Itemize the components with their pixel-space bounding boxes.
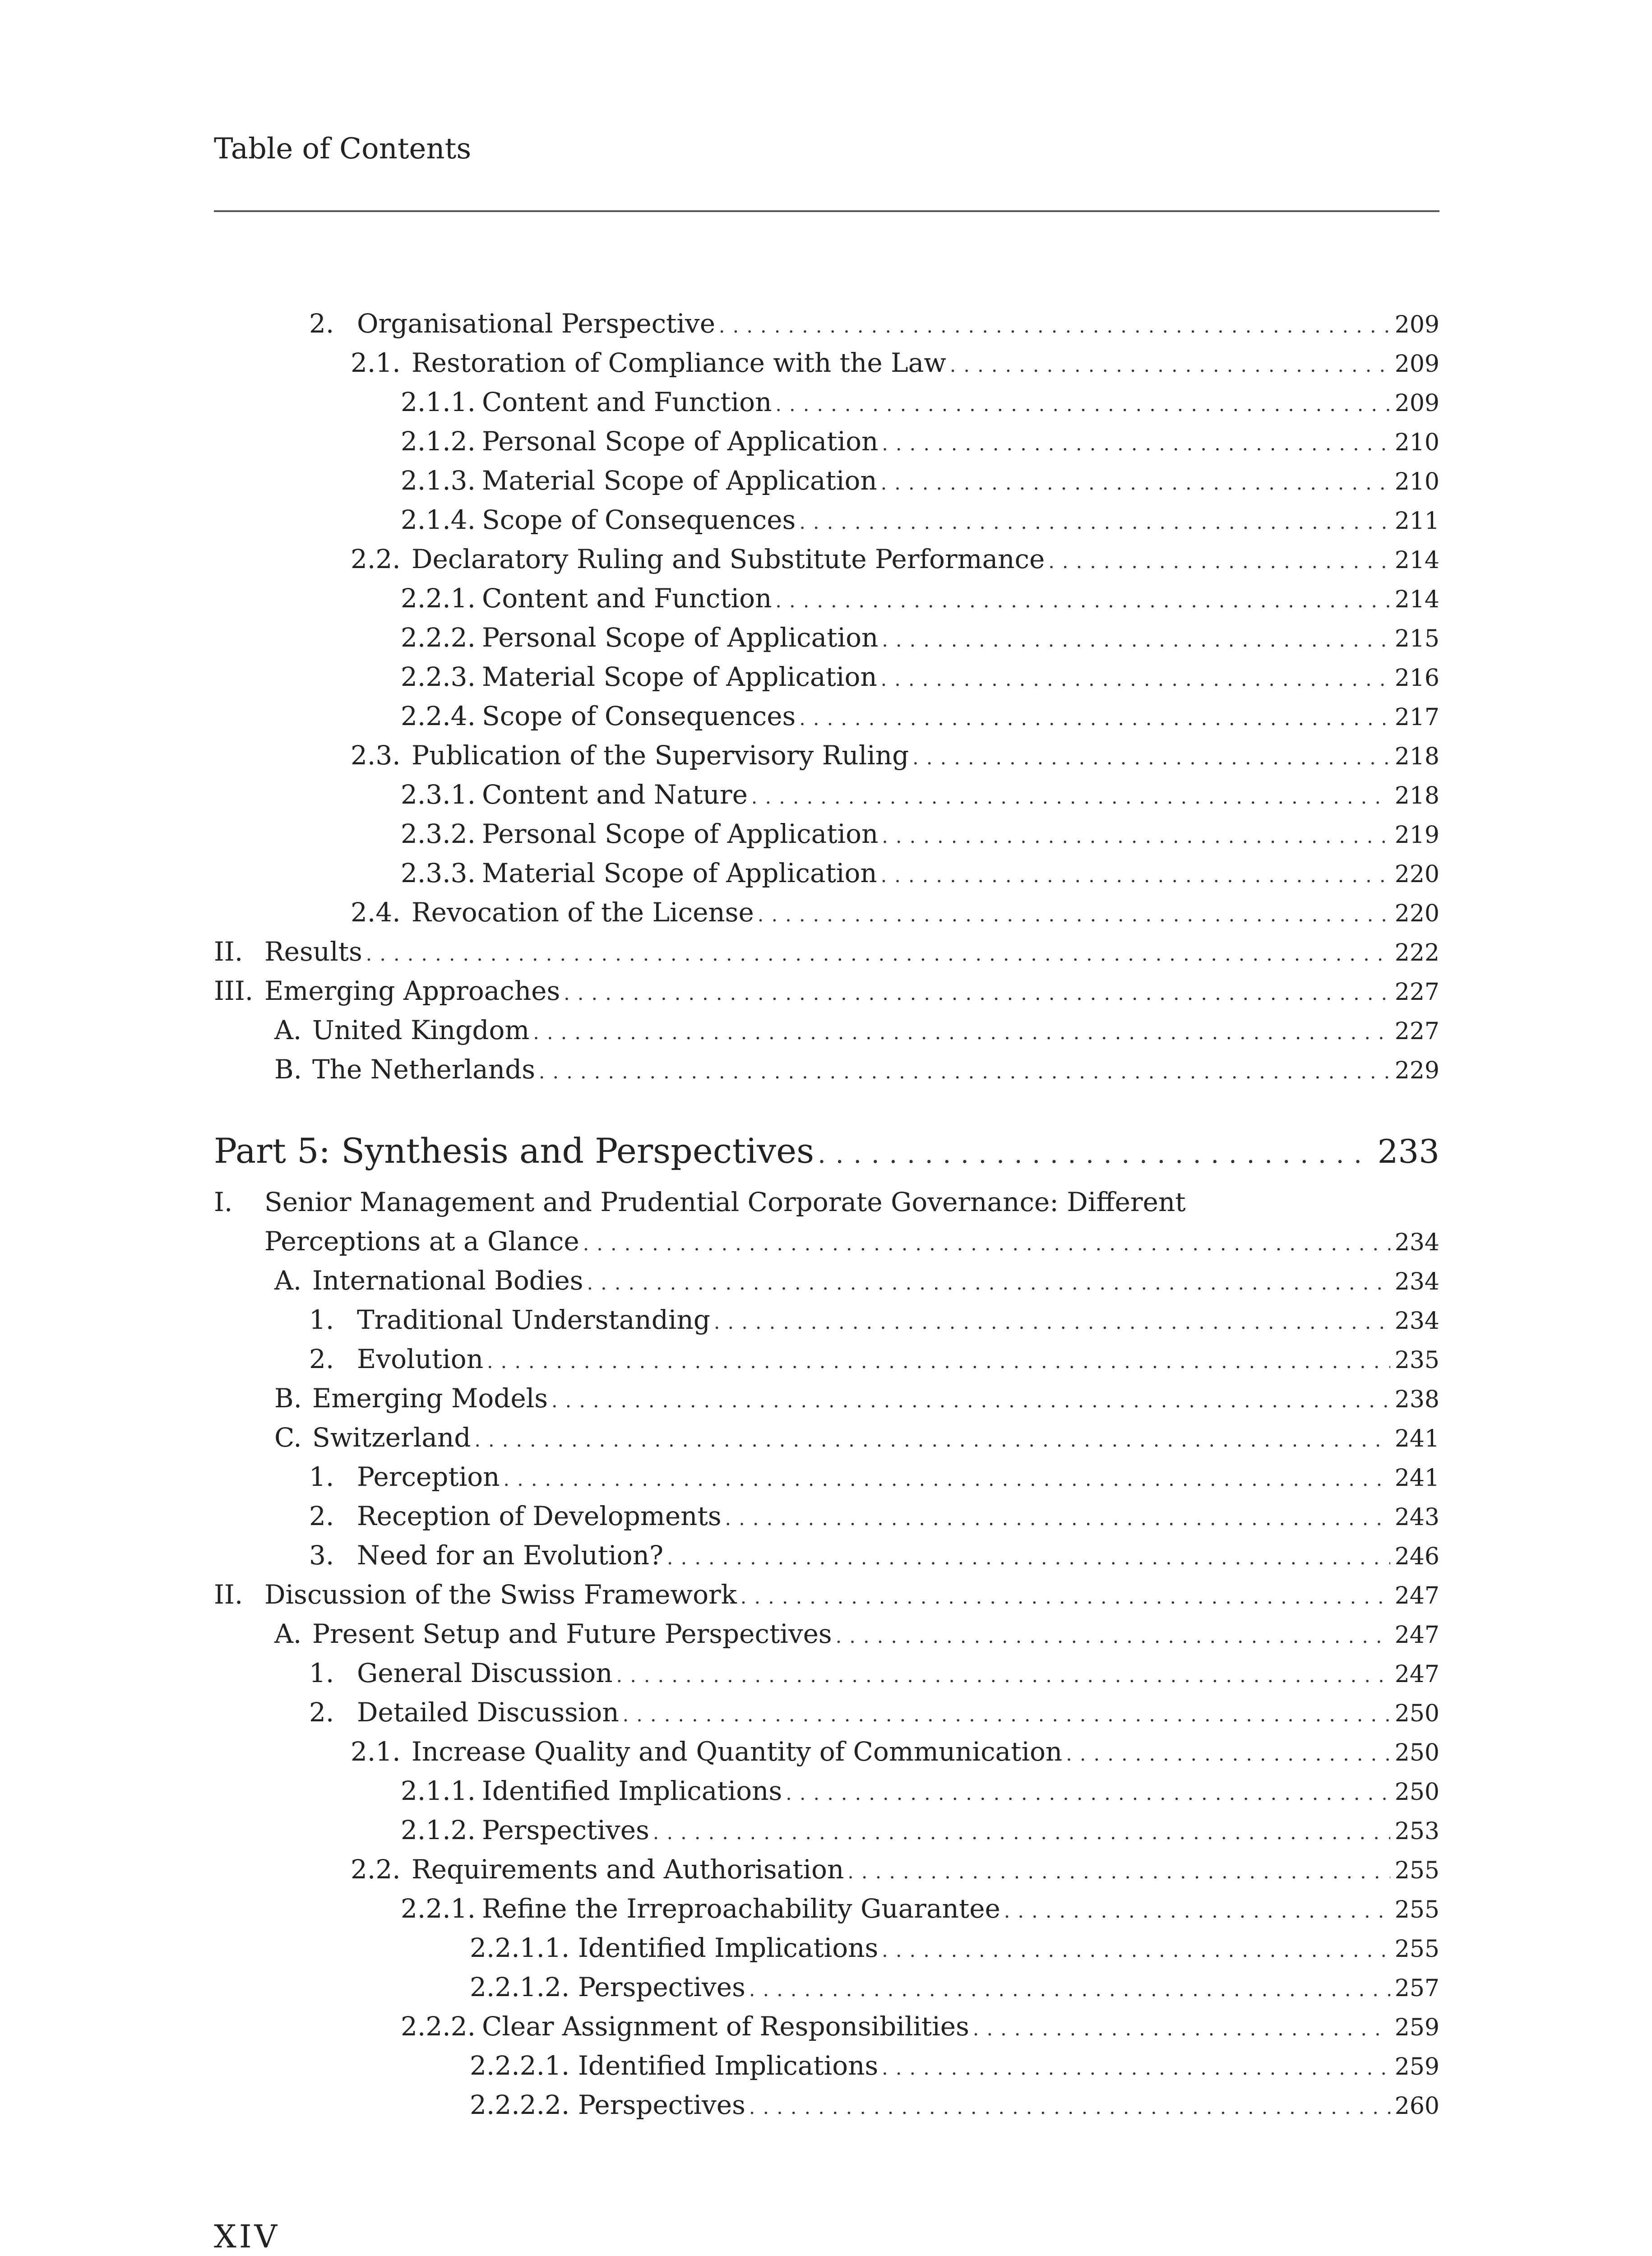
toc-leader-dots [786,1774,1390,1813]
toc-leader-dots [758,895,1390,934]
toc-leader-dots [533,1013,1390,1052]
toc-entry[interactable] [401,854,1439,893]
toc-entry[interactable] [351,1850,1439,1889]
toc-entry-number: 2.2.2. [401,2011,476,2042]
toc-entry-page: 214 [1394,547,1439,574]
toc-entry-title: Publication of the Supervisory Ruling [412,740,909,771]
toc-entry-number: 1. [309,1658,334,1688]
toc-entry-title: Perception [357,1461,500,1492]
toc-entry-title: Personal Scope of Application [482,622,879,653]
toc-entry-number: I. [214,1187,233,1217]
toc-entry-page: 253 [1394,1818,1439,1845]
toc-leader-dots [551,1381,1390,1420]
toc-entry-page: 250 [1394,1700,1439,1727]
toc-entry-number: 2.1.2. [401,1815,476,1845]
toc-leader-dots [616,1656,1390,1695]
toc-entry-title: Emerging Models [312,1383,548,1414]
toc-entry[interactable] [470,2046,1439,2085]
toc-entry[interactable] [351,540,1439,579]
toc-leader-dots [836,1617,1390,1656]
toc-entry-number: C. [274,1422,302,1453]
toc-entry[interactable] [401,775,1439,814]
toc-entry[interactable] [351,343,1439,383]
toc-entry-number: 2.2.1.2. [470,1972,570,2002]
toc-entry[interactable] [309,1497,1439,1536]
toc-entry[interactable] [401,657,1439,697]
toc-entry-title: Perspectives [578,1972,745,2002]
toc-entry-title: Material Scope of Application [482,661,877,692]
toc-entry-title: Material Scope of Application [482,858,877,888]
toc-entry[interactable] [401,1771,1439,1811]
toc-entry-page: 234 [1394,1268,1439,1295]
toc-entry-number: 2.3.3. [401,858,476,888]
toc-entry-title: Results [264,936,362,967]
toc-entry[interactable] [351,736,1439,775]
toc-entry-title: Restoration of Compliance with the Law [412,347,946,378]
toc-entry[interactable] [401,500,1439,540]
toc-entry-title: Refine the Irreproachability Guarantee [482,1893,1000,1924]
toc-entry-page: 209 [1394,351,1439,378]
toc-entry-page: 250 [1394,1779,1439,1806]
toc-entry-page: 255 [1394,1857,1439,1884]
toc-entry-title: Identified Implications [578,1932,879,1963]
toc-entry[interactable] [401,1889,1439,1928]
toc-entry-page: 259 [1394,2053,1439,2080]
toc-entry[interactable] [274,1379,1439,1418]
toc-leader-dots [751,777,1390,817]
toc-entry-number: 2.4. [351,897,401,928]
toc-entry[interactable] [401,1811,1439,1850]
toc-entry-title: Clear Assignment of Responsibilities [482,2011,969,2042]
toc-entry-number: 2. [309,1697,334,1728]
toc-entry-title: Organisational Perspective [357,308,716,339]
toc-entry[interactable] [351,893,1439,932]
toc-entry-number: 2.1.1. [401,1775,476,1806]
toc-leader-dots [818,1130,1373,1179]
toc-entry-number: A. [274,1265,302,1296]
toc-entry-number: 2.2.3. [401,661,476,692]
toc-entry-title: Traditional Understanding [357,1304,710,1335]
toc-leader-dots [881,660,1390,699]
toc-entry-title: Detailed Discussion [357,1697,619,1728]
toc-leader-dots [882,620,1390,660]
toc-entry-title: Scope of Consequences [482,701,796,731]
toc-entry-page: 217 [1394,704,1439,731]
toc-entry-number: 2.2.1. [401,1893,476,1924]
toc-entry-page: 218 [1394,782,1439,809]
toc-entry-title: Content and Nature [482,779,748,810]
toc-entry-number: 2.2.1. [401,583,476,614]
toc-part-heading[interactable] [214,1126,1439,1176]
page-number: XIV [214,2218,280,2255]
toc-entry-title: Senior Management and Prudential Corporate Governance: Different [264,1187,1186,1217]
toc-entry-page: 238 [1394,1386,1439,1413]
toc-entry-number: 1. [309,1304,334,1335]
toc-entry-number: 2.3.2. [401,818,476,849]
toc-entry-number: 2. [309,1344,334,1374]
toc-entry-number: 2.1.4. [401,504,476,535]
toc-entry-title-continued: Perceptions at a Glance [264,1226,579,1257]
toc-leader-dots [740,1577,1390,1617]
toc-leader-dots [587,1263,1390,1303]
toc-entry-page: 209 [1394,390,1439,417]
toc-entry[interactable] [401,814,1439,854]
toc-entry[interactable] [309,1693,1439,1732]
toc-entry-title: Material Scope of Application [482,465,877,496]
toc-entry[interactable] [470,2085,1439,2125]
toc-entry[interactable] [264,1222,1439,1261]
toc-entry-page: 218 [1394,743,1439,770]
toc-leader-dots [950,346,1390,385]
toc-entry-page: 220 [1394,900,1439,927]
toc-entry-title: Reception of Developments [357,1501,722,1531]
toc-entry-title: Content and Function [482,583,772,614]
toc-entry-page: 255 [1394,1896,1439,1923]
toc-entry[interactable] [274,1418,1439,1457]
toc-entry-page: 219 [1394,822,1439,849]
toc-entry-title: Personal Scope of Application [482,426,879,457]
toc-entry-page: 227 [1394,1018,1439,1045]
toc-entry-number: 2.1.2. [401,426,476,457]
toc-leader-dots [882,1931,1390,1970]
toc-leader-dots [1004,1891,1390,1931]
toc-entry-title: Perspectives [578,2090,745,2120]
toc-entry-page: 222 [1394,939,1439,966]
toc-entry-title: Content and Function [482,387,772,417]
toc-entry-number: 2.2.2.2. [470,2090,570,2120]
toc-entry-page: 255 [1394,1936,1439,1963]
toc-entry[interactable] [309,304,1439,343]
toc-leader-dots [973,2009,1390,2048]
toc-entry-title: Emerging Approaches [264,975,560,1006]
toc-leader-dots [474,1420,1390,1460]
toc-entry-page: 260 [1394,2093,1439,2120]
toc-leader-dots [882,424,1390,463]
toc-entry-number: A. [274,1618,302,1649]
toc-entry-title: Evolution [357,1344,484,1374]
toc-entry[interactable] [401,697,1439,736]
toc-entry[interactable] [309,1340,1439,1379]
toc-entry-number: II. [214,1579,243,1610]
toc-entry-title: Personal Scope of Application [482,818,879,849]
toc-entry-number: 2.2.4. [401,701,476,731]
toc-entry-page: 235 [1394,1347,1439,1374]
toc-entry-title: Discussion of the Swiss Framework [264,1579,737,1610]
toc-entry-page: 220 [1394,861,1439,888]
toc-leader-dots [775,581,1390,620]
toc-entry[interactable] [309,1457,1439,1497]
toc-leader-dots [881,856,1390,895]
toc-entry-title: International Bodies [312,1265,583,1296]
toc-entry[interactable] [309,1300,1439,1340]
toc-entry[interactable] [401,422,1439,461]
toc-leader-dots [653,1813,1390,1852]
toc-entry-title: General Discussion [357,1658,613,1688]
toc-entry-page: 246 [1394,1543,1439,1570]
toc-entry-title: Switzerland [312,1422,471,1453]
toc-entry-number: 2.1. [351,1736,401,1767]
toc-entry-page: 247 [1394,1582,1439,1609]
toc-entry-title: Revocation of the License [412,897,754,928]
toc-leader-dots [1066,1734,1390,1774]
toc-entry-page: 257 [1394,1975,1439,2002]
running-header-title: Table of Contents [214,132,472,166]
toc-entry-page: 210 [1394,429,1439,456]
toc-entry-title: The Netherlands [312,1054,535,1085]
toc-leader-dots [504,1460,1390,1499]
toc-entry-title: Identified Implications [578,2050,879,2081]
toc-entry[interactable] [214,971,1439,1011]
toc-leader-dots [881,463,1390,503]
toc-leader-dots [847,1852,1390,1891]
toc-entry-page: 250 [1394,1739,1439,1766]
toc-entry-page: 259 [1394,2014,1439,2041]
toc-entry[interactable] [274,1614,1439,1654]
toc-leader-dots [1048,542,1390,581]
toc-entry-number: 2. [309,1501,334,1531]
toc-entry-number: B. [274,1054,302,1085]
toc-leader-dots [714,1303,1390,1342]
toc-entry-number: B. [274,1383,302,1414]
toc-entry-number: 2.1.1. [401,387,476,417]
toc-entry-page: 229 [1394,1057,1439,1084]
toc-entry-page: 214 [1394,586,1439,613]
toc-entry[interactable] [351,1732,1439,1771]
toc-entry-page: 241 [1394,1425,1439,1452]
toc-entry[interactable] [401,579,1439,618]
toc-entry[interactable] [214,1575,1439,1614]
toc-entry[interactable] [309,1654,1439,1693]
toc-entry[interactable] [274,1011,1439,1050]
toc-entry-title: Increase Quality and Quantity of Communication [412,1736,1063,1767]
toc-entry-wrapped-line1[interactable] [214,1183,1186,1222]
toc-entry[interactable] [401,618,1439,657]
toc-leader-dots [366,934,1390,974]
toc-entry-title: Need for an Evolution? [357,1540,664,1571]
toc-entry-title: United Kingdom [312,1015,530,1045]
toc-leader-dots [623,1695,1390,1734]
toc-leader-dots [882,2048,1390,2088]
header-divider [214,210,1439,212]
part-title: Part 5: Synthesis and Perspectives [214,1131,814,1171]
toc-leader-dots [539,1052,1390,1091]
toc-entry-title: Present Setup and Future Perspectives [312,1618,832,1649]
toc-leader-dots [487,1342,1390,1381]
toc-leader-dots [799,699,1390,738]
toc-entry-page: 210 [1394,468,1439,495]
toc-leader-dots [719,306,1390,346]
toc-entry[interactable] [309,1536,1439,1575]
toc-entry-page: 209 [1394,311,1439,338]
toc-entry-number: 3. [309,1540,334,1571]
toc-entry[interactable] [401,2007,1439,2046]
toc-entry[interactable] [401,383,1439,422]
toc-entry-number: 2.1.3. [401,465,476,496]
toc-entry-page: 211 [1394,508,1439,535]
toc-leader-dots [667,1538,1390,1577]
toc-leader-dots [912,738,1390,777]
toc-entry-page: 241 [1394,1465,1439,1492]
toc-entry-number: 2.1. [351,347,401,378]
toc-entry-page: 247 [1394,1622,1439,1649]
toc-entry-page: 247 [1394,1661,1439,1688]
toc-entry-number: 2.3.1. [401,779,476,810]
toc-leader-dots [749,1970,1390,2009]
toc-entry-page: 227 [1394,979,1439,1006]
toc-entry-title: Requirements and Authorisation [412,1854,844,1885]
toc-entry[interactable] [470,1928,1439,1968]
toc-entry[interactable] [470,1968,1439,2007]
toc-entry-title: Perspectives [482,1815,649,1845]
toc-entry-number: 2.2.2. [401,622,476,653]
toc-entry-title: Scope of Consequences [482,504,796,535]
toc-entry-number: II. [214,936,243,967]
toc-leader-dots [882,817,1390,856]
toc-entry-number: 2.3. [351,740,401,771]
toc-entry-page: 234 [1394,1229,1439,1256]
toc-entry-number: 2.2. [351,1854,401,1885]
toc-entry-page: 234 [1394,1308,1439,1335]
toc-entry-number: 2.2.2.1. [470,2050,570,2081]
toc-leader-dots [749,2088,1390,2127]
toc-entry[interactable] [214,932,1439,971]
toc-entry-number: 1. [309,1461,334,1492]
toc-entry-number: A. [274,1015,302,1045]
toc-entry-number: 2. [309,308,334,339]
toc-entry[interactable] [401,461,1439,500]
toc-leader-dots [799,503,1390,542]
part-page: 233 [1377,1133,1439,1170]
toc-entry-number: 2.2. [351,544,401,574]
toc-leader-dots [583,1224,1390,1263]
toc-entry-page: 215 [1394,625,1439,652]
toc-entry[interactable] [274,1050,1439,1089]
toc-entry-title: Identified Implications [482,1775,782,1806]
toc-entry-page: 243 [1394,1504,1439,1531]
toc-entry-number: 2.2.1.1. [470,1932,570,1963]
toc-leader-dots [725,1499,1390,1538]
toc-entry-number: III. [214,975,254,1006]
toc-leader-dots [564,974,1390,1013]
toc-entry-page: 216 [1394,665,1439,692]
toc-entry-title: Declaratory Ruling and Substitute Performance [412,544,1045,574]
toc-leader-dots [775,385,1390,424]
toc-entry[interactable] [274,1261,1439,1300]
